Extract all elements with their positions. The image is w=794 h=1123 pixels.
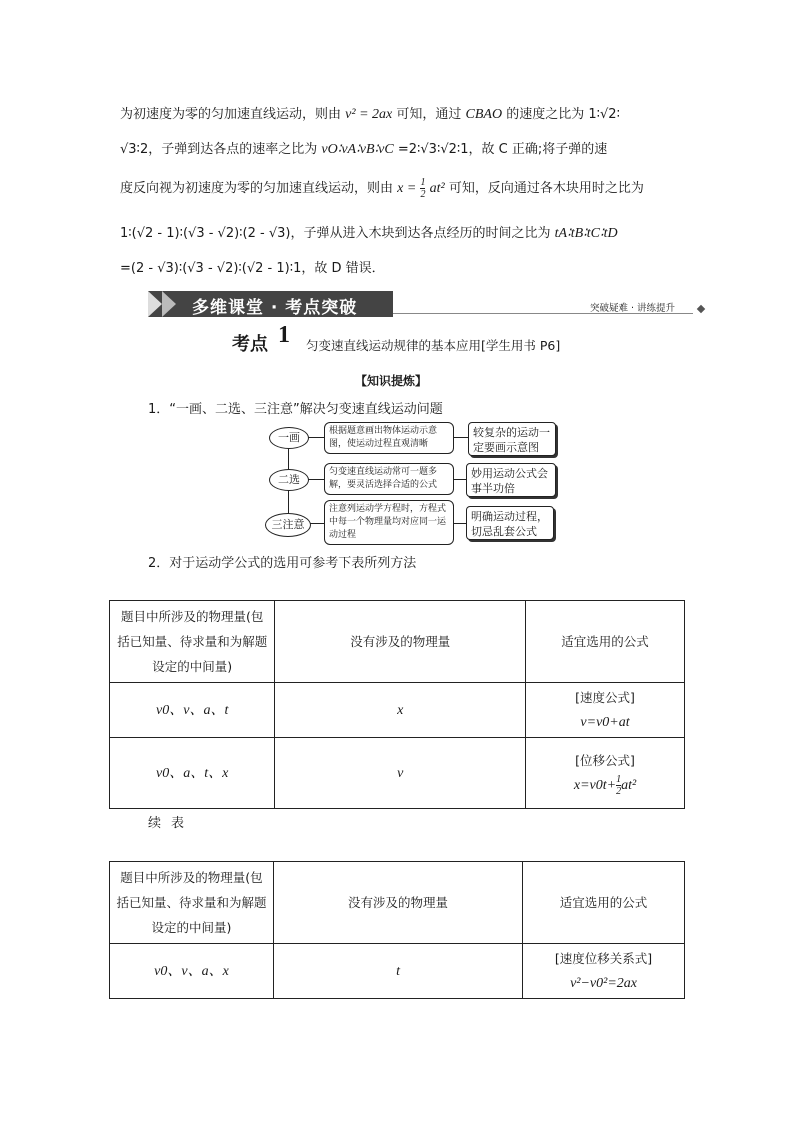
table-cell: t: [274, 944, 523, 999]
formula-name: [速度位移关系式]: [554, 951, 653, 966]
formula: v²−v0²=2ax: [570, 976, 637, 991]
equation: vO∶vA∶vB∶vC: [321, 142, 394, 157]
table-cell: v0、v、a、t: [110, 683, 275, 738]
diagram-connector: [454, 437, 468, 438]
text-seg: 为初速度为零的匀加速直线运动，则由: [120, 107, 342, 122]
text-seg: 1∶(√2 - 1)∶(√3 - √2)∶(2 - √3)，子弹从进入木块到达各点经历的时间之比为: [120, 226, 551, 241]
table-cell: x: [275, 683, 526, 738]
text-seg: 可知，通过: [396, 107, 462, 122]
diagram-connector: [454, 479, 466, 480]
table-cell: [526, 683, 685, 738]
formula-name: [位移公式]: [575, 753, 635, 768]
equation: v² = 2ax: [345, 107, 393, 122]
section-banner: [148, 291, 393, 317]
table-row: [110, 738, 685, 809]
table-cell: [526, 738, 685, 809]
diagram-desc: 根据题意画出物体运动示意图，使运动过程直观清晰: [324, 422, 454, 454]
table-cell: v0、a、t、x: [110, 738, 275, 809]
header-cell: 题目中所涉及的物理量(包括已知量、待求量和为解题设定的中间量): [110, 862, 274, 944]
text-seg: 度反向视为初速度为零的匀加速直线运动，则由: [120, 181, 394, 196]
diagram-oval: 二选: [269, 469, 309, 491]
equation: at²: [429, 181, 445, 196]
text-seg: 可知，反向通过各木块用时之比为: [448, 181, 644, 196]
kaodian-subtitle: 匀变速直线运动规律的基本应用[学生用书 P6]: [306, 338, 561, 353]
banner-right-label: 突破疑难 · 讲练提升: [590, 303, 676, 314]
text-line-5: [120, 257, 385, 276]
continued-label: 续表: [148, 816, 195, 831]
table-row: [110, 683, 685, 738]
chevron-icon: [162, 291, 176, 317]
header-cell: 没有涉及的物理量: [275, 601, 526, 683]
formula-table: [109, 600, 685, 809]
text-line-1: [120, 103, 620, 123]
table-cell: [523, 944, 685, 999]
text-seg: =(2 - √3)∶(√3 - √2)∶(√2 - 1)∶1，故 D 错误．: [120, 261, 385, 276]
table-header-row: [110, 862, 685, 944]
equation: tA∶tB∶tC∶tD: [554, 226, 618, 241]
text-seg: √3∶2，子弹到达各点的速率之比为: [120, 142, 318, 157]
diagram-desc: 匀变速直线运动常可一题多解，要灵活选择合适的公式: [324, 463, 454, 495]
diagram-oval: 一画: [269, 427, 309, 449]
fraction-num: 1: [420, 177, 426, 188]
point-2: 2．对于运动学公式的选用可参考下表所列方法: [148, 556, 417, 571]
formula: v=v0+at: [580, 715, 630, 730]
table-cell: v0、v、a、x: [110, 944, 274, 999]
diagram-oval: 三注意: [265, 513, 311, 537]
chevron-icon: [148, 291, 162, 317]
equation: x =: [397, 181, 417, 196]
fraction-den: 2: [616, 786, 622, 798]
text-line-4: [120, 222, 618, 242]
header-cell: 没有涉及的物理量: [274, 862, 523, 944]
banner-title: 多维课堂 · 考点突破: [192, 298, 358, 318]
table-row: [110, 944, 685, 999]
header-cell: 题目中所涉及的物理量(包括已知量、待求量和为解题设定的中间量): [110, 601, 275, 683]
formula-part: x=v0t+: [573, 778, 617, 793]
diamond-icon: [697, 305, 705, 313]
header-cell: 适宜选用的公式: [523, 862, 685, 944]
diagram-desc: 注意列运动学方程时，方程式中每一个物理量均对应同一运动过程: [324, 500, 454, 545]
fraction-den: 2: [420, 189, 426, 200]
kaodian-number: 1: [278, 322, 290, 348]
diagram-connector: [454, 523, 466, 524]
diagram-result: 较复杂的运动一定要画示意图: [468, 422, 556, 456]
header-cell: 适宜选用的公式: [526, 601, 685, 683]
kaodian-label: 考点: [232, 334, 268, 355]
formula-part: at²: [621, 778, 637, 793]
formula: [526, 773, 684, 798]
point-1: 1．“一画、二选、三注意”解决匀变速直线运动问题: [148, 402, 443, 417]
table-cell: v: [275, 738, 526, 809]
diagram-result: 妙用运动公式会事半功倍: [466, 463, 556, 497]
formula-table-continued: [109, 861, 685, 999]
text-line-3: [120, 177, 644, 200]
text-line-2: [120, 138, 607, 158]
diagram-result: 明确运动过程，切忌乱套公式: [466, 506, 554, 540]
points-label: CBAO: [465, 107, 503, 122]
text-seg: 的速度之比为 1∶√2∶: [506, 107, 620, 122]
fraction: [420, 177, 425, 200]
section-subheading: 【知识提炼】: [355, 374, 428, 388]
text-seg: =2∶√3∶√2∶1，故 C 正确;将子弹的速: [397, 142, 608, 157]
formula-name: [速度公式]: [575, 690, 635, 705]
fraction-num: 1: [616, 774, 622, 786]
table-header-row: [110, 601, 685, 683]
